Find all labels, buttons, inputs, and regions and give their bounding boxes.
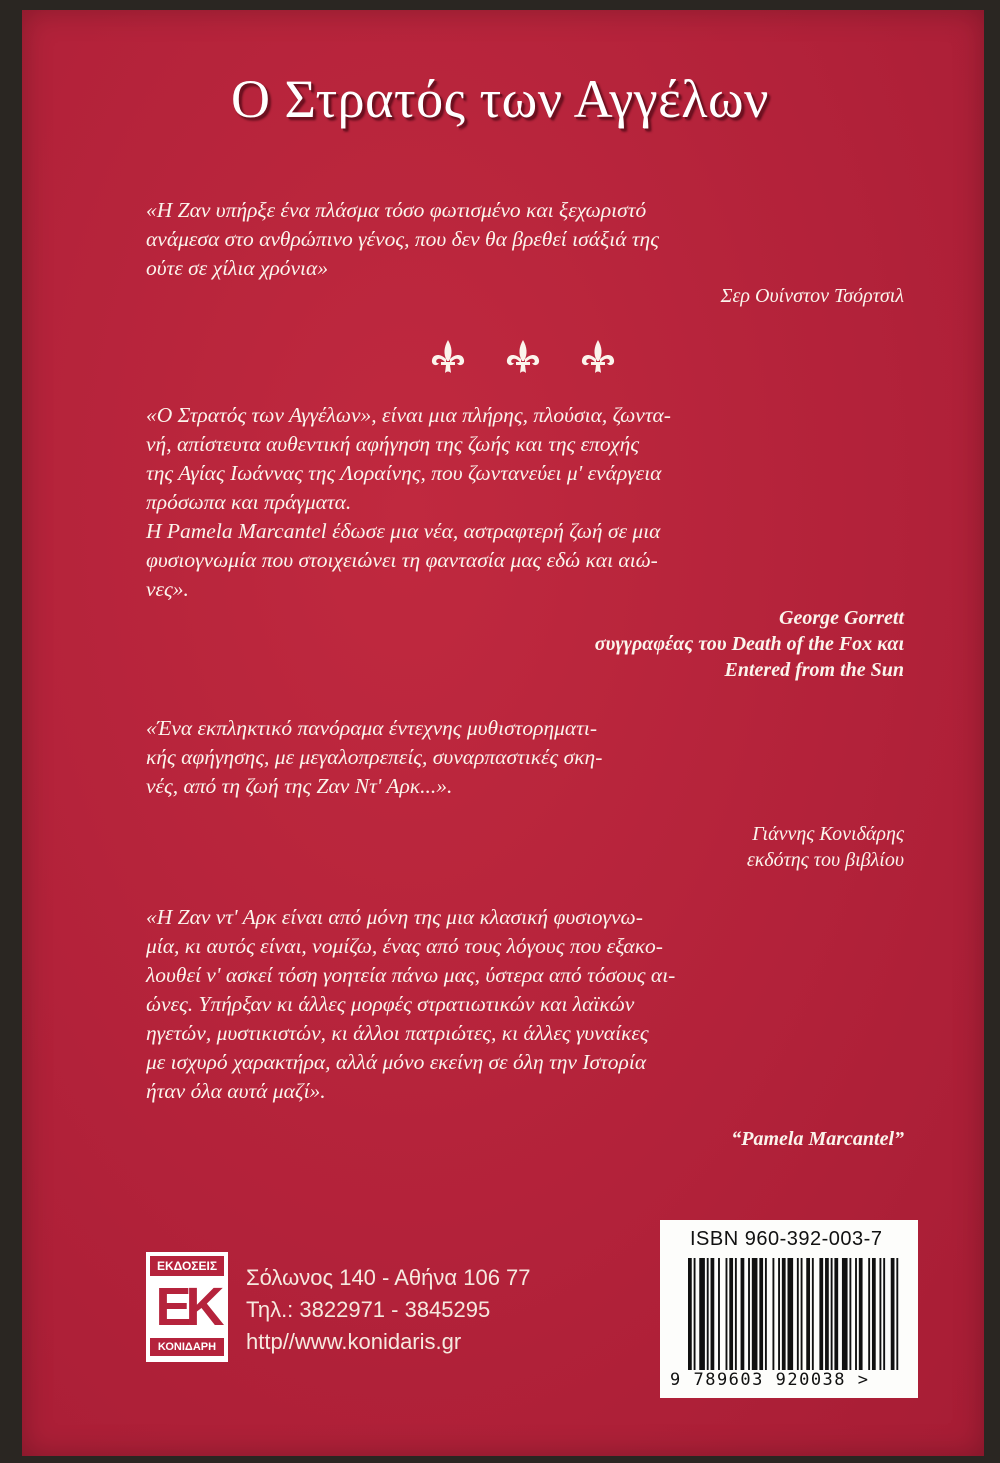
barcode-bar [872, 1258, 876, 1370]
quote-line: «Η Ζαν υπήρξε ένα πλάσμα τόσο φωτισμένο και ξεχωριστό [146, 198, 647, 222]
fleur-de-lis-icon [428, 337, 468, 377]
barcode-bar [879, 1258, 881, 1370]
quote-line: νές, από τη ζωή της Ζαν Ντ' Αρκ...». [146, 774, 453, 798]
quote-line: της Αγίας Ιωάννας της Λοραίνης, που ζωντανεύει μ' ενάργεια [146, 461, 662, 485]
publisher-logo [146, 1252, 228, 1362]
logo-bottom-label: ΚΟΝΙΔΑΡΗ [150, 1338, 224, 1356]
barcode-bar [834, 1258, 838, 1370]
barcode-bars [688, 1258, 902, 1370]
barcode-bar [842, 1258, 848, 1370]
attribution-line: Σερ Ουίνστον Τσόρτσιλ [720, 285, 904, 307]
quote-line: λουθεί ν' ασκεί τόση γοητεία πάνω μας, ύστερα από τόσους αι- [146, 963, 676, 987]
barcode-bar [694, 1258, 696, 1370]
attribution-line: συγγραφέας του Death of the Fox και [594, 633, 904, 655]
quote-churchill [146, 196, 916, 283]
quote-line: κής αφήγησης, με μεγαλοπρεπείς, συναρπαστικές σκη- [146, 745, 603, 769]
barcode-bar [707, 1258, 709, 1370]
attribution-line: Entered from the Sun [724, 659, 904, 681]
book-title: Ο Στρατός των Αγγέλων [231, 69, 769, 129]
quote-line: πρόσωπα και πράγματα. [146, 490, 352, 514]
barcode-bar [765, 1258, 767, 1370]
isbn-number: ISBN 960-392-003-7 [690, 1228, 883, 1250]
attribution-marcantel [731, 1126, 904, 1152]
barcode-bar [772, 1258, 774, 1370]
quote-line: νή, απίστευτα αυθεντική αφήγηση της ζωής και της εποχής [146, 432, 640, 456]
attribution-line: Γιάννης Κονιδάρης [752, 823, 904, 845]
barcode-bar [718, 1258, 720, 1370]
barcode-bar [812, 1258, 814, 1370]
barcode-bar [868, 1258, 870, 1370]
barcode-bar [729, 1258, 733, 1370]
barcode-bar [787, 1258, 793, 1370]
quote-line: «Ο Στρατός των Αγγέλων», είναι μια πλήρης, πλούσια, ζωντα- [146, 403, 671, 427]
barcode-bar [797, 1258, 799, 1370]
barcode-bar [883, 1258, 885, 1370]
publisher-phone: Τηλ.: 3822971 - 3845295 [246, 1297, 491, 1322]
barcode-bar [859, 1258, 863, 1370]
barcode-bar [782, 1258, 786, 1370]
attribution-gorrett [595, 605, 904, 683]
attribution-line: εκδότης του βιβλίου [746, 849, 904, 871]
quote-line: ηγετών, μυστικιστών, κι άλλοι πατριώτες, κι άλλες γυναίκες [146, 1021, 649, 1045]
quote-line: «Ένα εκπληκτικό πανόραμα έντεχνης μυθιστορηματι- [146, 716, 598, 740]
publisher-address: Σόλωνος 140 - Αθήνα 106 77 [246, 1265, 531, 1290]
ean-number: 9 789603 920038 > [670, 1370, 870, 1390]
barcode-bar [801, 1258, 803, 1370]
barcode-bar [711, 1258, 715, 1370]
attribution-konidaris [747, 821, 904, 873]
barcode-bar [891, 1258, 895, 1370]
quote-gorrett [146, 401, 916, 604]
barcode-bar [831, 1258, 833, 1370]
barcode-bar [849, 1258, 851, 1370]
barcode-bar [688, 1258, 692, 1370]
fleur-de-lis-icon [503, 337, 543, 377]
quote-line: νες». [146, 577, 189, 601]
quote-line: ούτε σε χίλια χρόνια» [146, 256, 329, 280]
quote-marcantel [146, 903, 916, 1106]
attribution-line: George Gorrett [779, 607, 904, 629]
barcode-bar [896, 1258, 898, 1370]
attribution-line: “Pamela Marcantel” [731, 1128, 904, 1150]
barcode-bar [735, 1258, 737, 1370]
barcode-bar [825, 1258, 829, 1370]
logo-top-label: ΕΚΔΟΣΕΙΣ [150, 1256, 224, 1276]
quote-line: ήταν όλα αυτά μαζί». [146, 1079, 326, 1103]
quote-line: «Η Ζαν ντ' Αρκ είναι από μόνη της μια κλασική φυσιογνω- [146, 905, 643, 929]
quote-line: φυσιογνωμία που στοιχειώνει τη φαντασία μας εδώ και αιώ- [146, 548, 658, 572]
barcode-bar [741, 1258, 745, 1370]
barcode-bar [699, 1258, 705, 1370]
barcode-bar [855, 1258, 857, 1370]
barcode-bar [759, 1258, 763, 1370]
quote-line: μία, κι αυτός είναι, νομίζω, ένας από τους λόγους που εξακο- [146, 934, 663, 958]
fleur-de-lis-icon [578, 337, 618, 377]
quote-line: Η Pamela Marcantel έδωσε μια νέα, αστραφτερή ζωή σε μια [146, 519, 661, 543]
logo-mark: ΕΚ [155, 1277, 219, 1337]
barcode-bar [806, 1258, 810, 1370]
quote-line: ώνες. Υπήρξαν κι άλλες μορφές στρατιωτικών και λαϊκών [146, 992, 635, 1016]
quote-line: με ισχυρό χαρακτήρα, αλλά μόνο εκείνη σε όλη την Ιστορία [146, 1050, 647, 1074]
barcode-bar [748, 1258, 750, 1370]
ornament-row [428, 337, 618, 377]
barcode-bar [778, 1258, 780, 1370]
barcode-bar [752, 1258, 758, 1370]
publisher-info [246, 1262, 531, 1358]
barcode-label [660, 1220, 918, 1398]
quote-konidaris [146, 714, 916, 801]
barcode-bar [819, 1258, 823, 1370]
attribution-churchill [721, 283, 904, 309]
quote-line: ανάμεσα στο ανθρώπινο γένος, που δεν θα βρεθεί ισάξιά της [146, 227, 659, 251]
publisher-website: http//www.konidaris.gr [246, 1329, 462, 1354]
barcode-bar [726, 1258, 728, 1370]
